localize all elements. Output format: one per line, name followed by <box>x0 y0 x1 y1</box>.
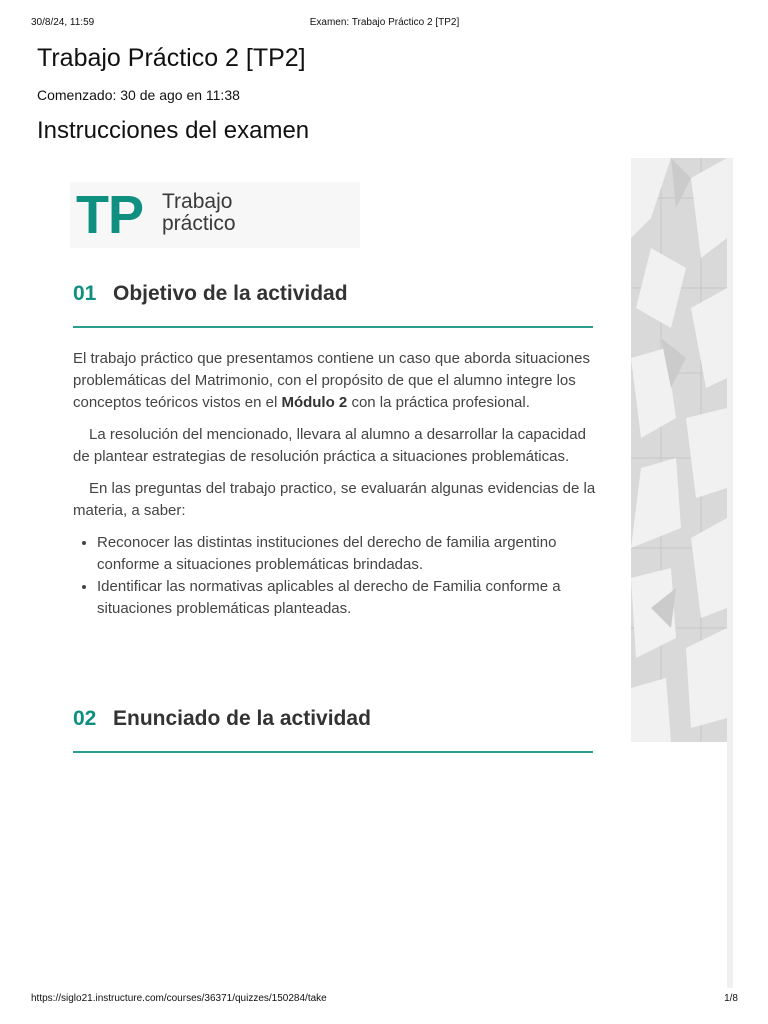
started-timestamp: Comenzado: 30 de ago en 11:38 <box>37 87 240 103</box>
tp-logo <box>70 182 360 248</box>
paragraph-intro-end: con la práctica profesional. <box>347 394 530 411</box>
print-title: Examen: Trabajo Práctico 2 [TP2] <box>309 17 460 28</box>
section-title: Enunciado de la actividad <box>113 707 371 730</box>
print-date: 30/8/24, 11:59 <box>31 17 95 28</box>
print-url: https://siglo21.instructure.com/courses/36371/quizzes/150284/take <box>31 993 327 1004</box>
scroll-track <box>727 158 733 988</box>
print-page-number: 1/8 <box>724 993 738 1004</box>
decorative-banner-image <box>631 158 727 742</box>
section-number: 02 <box>73 707 97 730</box>
paragraph-intro <box>73 348 598 414</box>
tp-logo-line1: Trabajo <box>162 190 233 213</box>
tp-logo-line2: práctico <box>162 212 236 235</box>
page-title: Trabajo Práctico 2 [TP2] <box>37 44 306 72</box>
print-footer <box>31 993 738 1007</box>
instructions-heading: Instrucciones del examen <box>37 117 310 144</box>
section-title: Objetivo de la actividad <box>113 282 348 305</box>
tp-logo-text <box>162 191 236 235</box>
section-heading-objetivo <box>73 282 593 328</box>
section-number: 01 <box>73 282 97 305</box>
paragraph-resolution: La resolución del mencionado, llevara al alumno a desarrollar la capacidad de plantear estrategias de resolución práctica a situaciones problemáticas. <box>73 426 586 465</box>
tp-logo-abbr: TP <box>76 185 144 245</box>
paragraph-evidences: En las preguntas del trabajo practico, se evaluarán algunas evidencias de la materia, a saber: <box>73 480 596 519</box>
evidence-list <box>73 532 598 620</box>
section-heading-enunciado <box>73 707 593 753</box>
list-item: • Identificar las normativas aplicables al derecho de Familia conforme a situaciones problemáticas planteadas. <box>97 576 598 620</box>
module-reference: Módulo 2 <box>281 394 348 411</box>
paragraph-intro-start: El trabajo práctico que presentamos contiene un caso que aborda situaciones problemáticas del Matrimonio, con el propósito de que el alumno integre los conceptos teóricos vistos en el <box>73 350 590 411</box>
decorative-pattern <box>631 158 727 742</box>
print-header <box>31 17 738 31</box>
objective-content <box>73 348 598 620</box>
list-item: • Reconocer las distintas instituciones del derecho de familia argentino conforme a situaciones problemáticas brindadas. <box>97 532 598 576</box>
